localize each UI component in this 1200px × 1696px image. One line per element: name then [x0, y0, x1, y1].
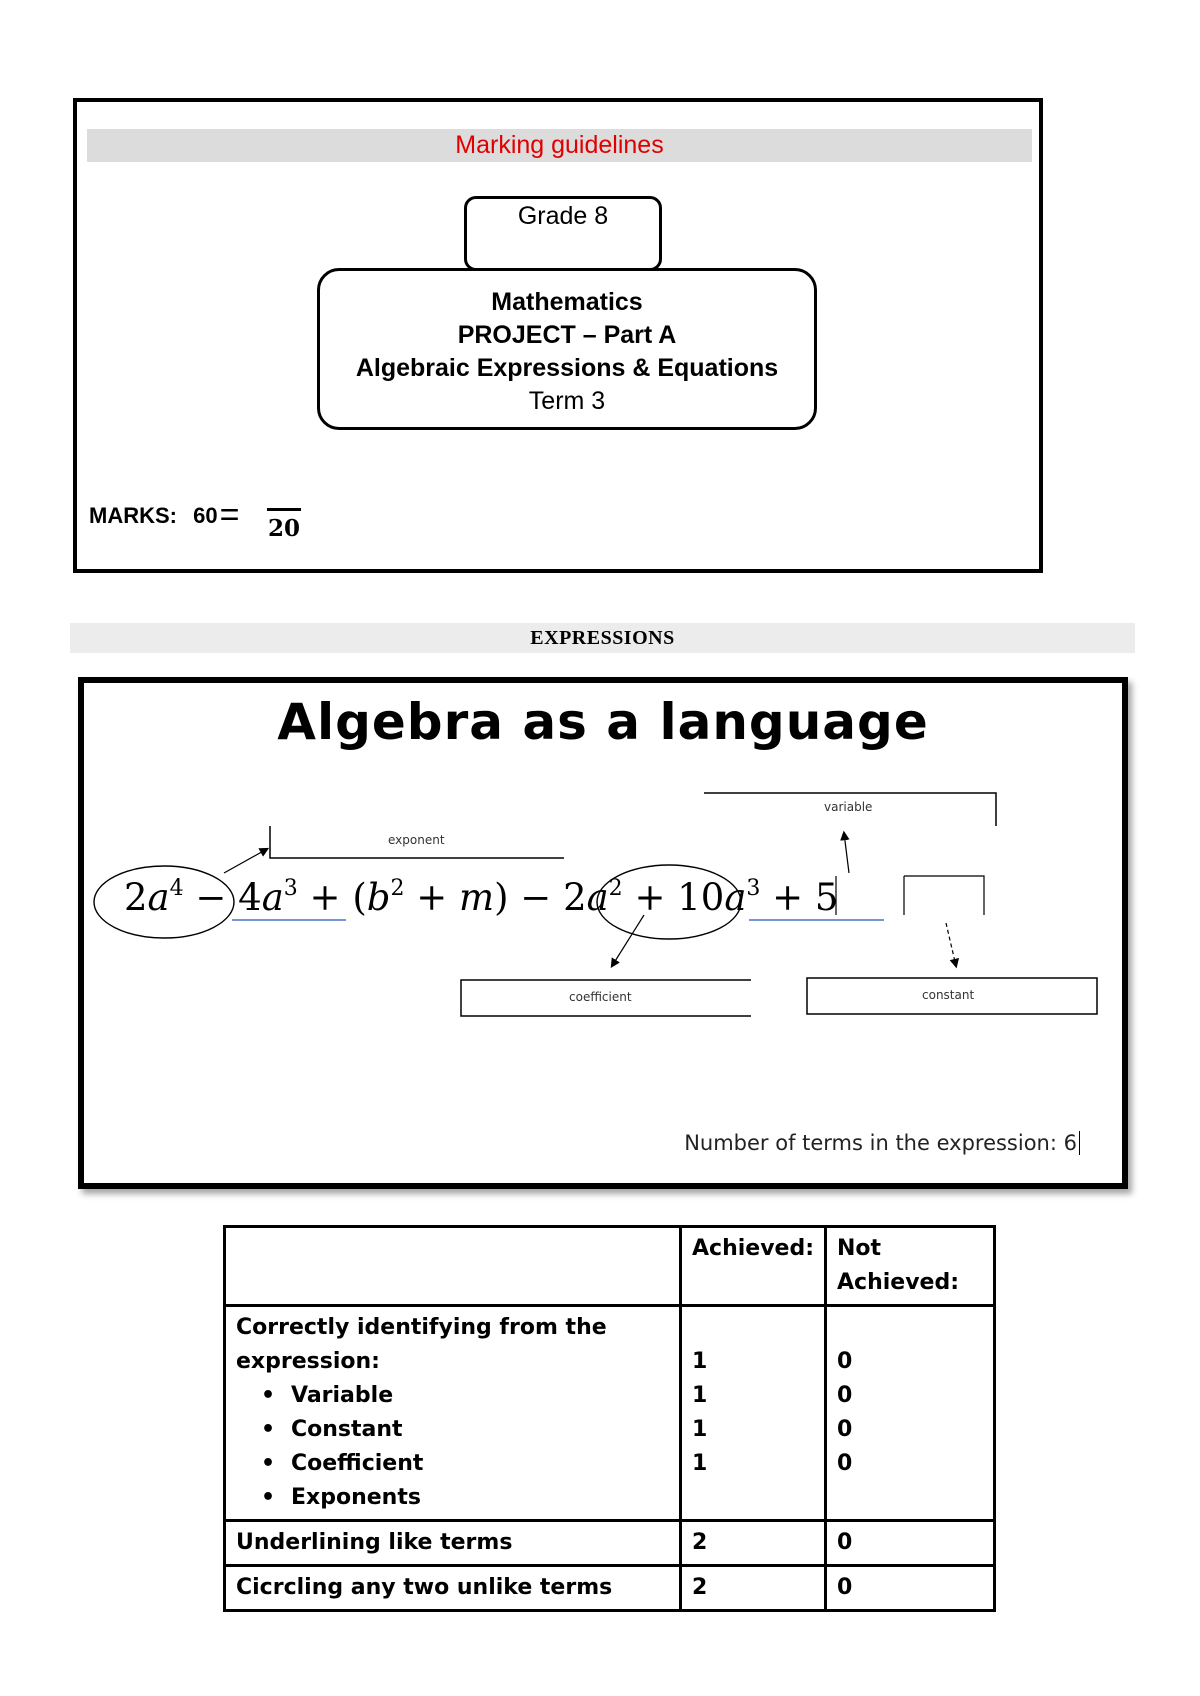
term-count-label: Number of terms in the expression: — [684, 1131, 1057, 1155]
arrow-variable — [844, 833, 849, 873]
arrow-exponent — [224, 849, 267, 873]
term-count-value: 6 — [1064, 1131, 1080, 1155]
algebra-panel — [78, 677, 1128, 1189]
arrow-coefficient — [612, 915, 644, 966]
score: 1 — [692, 1383, 708, 1408]
row-achieved: 2 — [681, 1566, 826, 1611]
term-4: $2a^2$ — [563, 876, 623, 919]
score: 1 — [692, 1417, 708, 1442]
row-not-achieved: 0 — [826, 1566, 995, 1611]
constant-label: constant — [922, 988, 975, 1002]
identify-intro: Correctly identifying from the expression: — [236, 1315, 607, 1374]
marks-total: 60 — [193, 503, 218, 528]
marking-guidelines-title: Marking guidelines — [87, 129, 1032, 162]
header-achieved: Achieved: — [681, 1227, 826, 1306]
rubric-table — [223, 1225, 996, 1612]
operator: + — [772, 876, 804, 919]
topic-title: Algebraic Expressions & Equations — [355, 354, 779, 382]
term-label: Term 3 — [528, 387, 606, 415]
identify-cell — [225, 1306, 681, 1521]
row-achieved: 2 — [681, 1521, 826, 1566]
operator: + — [309, 876, 341, 919]
header-not-achieved: Not Achieved: — [826, 1227, 995, 1306]
subject-box — [317, 268, 817, 430]
fraction-line — [267, 508, 301, 511]
term-1: $2a^4$ — [124, 876, 184, 919]
row-label: Underlining like terms — [225, 1521, 681, 1566]
identify-not-cell — [826, 1306, 995, 1521]
identify-achieved-cell — [681, 1306, 826, 1521]
marks-fraction — [267, 508, 301, 542]
identify-list — [236, 1379, 669, 1515]
header-box — [73, 98, 1043, 573]
operator: + — [634, 876, 666, 919]
score: 1 — [692, 1349, 708, 1374]
algebra-title: Algebra as a language — [277, 693, 929, 751]
constant-box-mark — [904, 876, 984, 915]
term-5: $10a^3$ — [677, 876, 761, 919]
score: 0 — [837, 1451, 853, 1476]
list-item: • Variable — [291, 1379, 669, 1413]
operator: − — [195, 876, 227, 919]
expressions-heading: EXPRESSIONS — [70, 623, 1135, 653]
marks-equals: = — [219, 496, 240, 534]
marks-denominator: 20 — [267, 515, 300, 542]
header-cell-empty — [225, 1227, 681, 1306]
grade-label: Grade 8 — [464, 196, 662, 271]
algebraic-expression — [124, 876, 838, 919]
arrow-constant — [946, 923, 956, 966]
term-2: $4a^3$ — [238, 876, 298, 919]
score: 0 — [837, 1383, 853, 1408]
row-not-achieved: 0 — [826, 1521, 995, 1566]
operator: − — [520, 876, 552, 919]
coefficient-label: coefficient — [569, 990, 632, 1004]
term-6: 5 — [814, 876, 839, 919]
score: 0 — [837, 1349, 853, 1374]
table-row — [225, 1566, 995, 1611]
list-item: • Constant — [291, 1413, 669, 1447]
list-item: • Coefficient — [291, 1447, 669, 1481]
subject-title: Mathematics — [491, 288, 643, 316]
term-count — [684, 1131, 1080, 1155]
marks-label: MARKS: — [89, 503, 177, 528]
annotation-lines — [84, 683, 1124, 1183]
exponent-label: exponent — [388, 833, 445, 847]
project-title: PROJECT – Part A — [457, 321, 677, 349]
table-row — [225, 1521, 995, 1566]
term-3: $(b^2 + m)$ — [352, 876, 509, 919]
score: 1 — [692, 1451, 708, 1476]
list-item: • Exponents — [291, 1481, 669, 1515]
score: 0 — [837, 1417, 853, 1442]
variable-label: variable — [824, 800, 873, 814]
table-header-row — [225, 1227, 995, 1306]
row-label: Cicrcling any two unlike terms — [225, 1566, 681, 1611]
table-row — [225, 1306, 995, 1521]
marks-line — [89, 496, 239, 535]
